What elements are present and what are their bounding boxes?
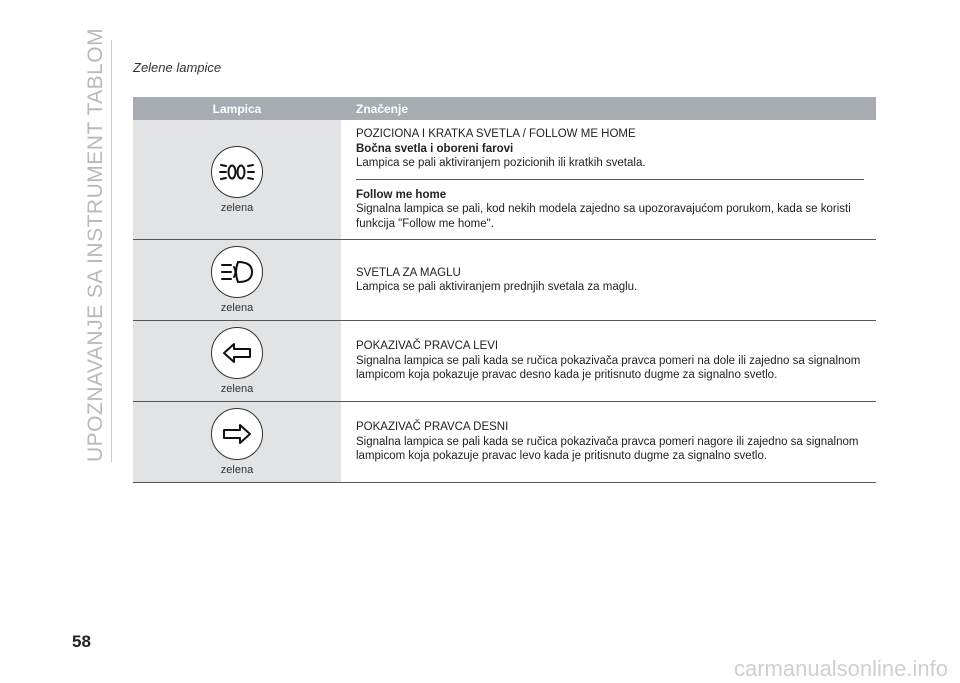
meaning-title: SVETLA ZA MAGLU <box>356 266 461 279</box>
table-header-row <box>133 97 876 120</box>
header-lampica: Lampica <box>133 97 341 120</box>
meaning-cell <box>341 240 876 321</box>
table-row <box>133 120 876 240</box>
page-number: 58 <box>72 632 91 651</box>
icon-cell <box>133 240 341 321</box>
meaning-text: Lampica se pali aktiviranjem pozicionih ili kratkih svetala. <box>356 157 646 169</box>
meaning-text: Signalna lampica se pali kada se ručica pokazivača pravca pomeri nagore ili zajedno sa signalnom lampicom koja pokazuje pravac levo kada je pritisnuto dugme za signalno svetlo. <box>356 435 859 463</box>
meaning-cell <box>341 321 876 402</box>
icon-circle <box>211 408 263 460</box>
color-label: zelena <box>220 383 254 395</box>
meaning-cell <box>341 120 876 240</box>
chapter-title: UPOZNAVANJE SA INSTRUMENT TABLOM <box>84 27 107 462</box>
side-divider <box>111 40 112 462</box>
color-label: zelena <box>220 464 254 476</box>
meaning-text: Signalna lampica se pali kada se ručica pokazivača pravca pomeri na dole ili zajedno sa signalnom lampicom koja pokazuje pravac desno kada je pritisnuto dugme za signalno svetlo. <box>356 354 861 382</box>
header-znacenje: Značenje <box>341 97 876 120</box>
icon-cell <box>133 120 341 240</box>
meaning-subtitle: Bočna svetla i oboreni farovi <box>356 142 514 155</box>
meaning-text: Signalna lampica se pali, kod nekih modela zajedno sa upozoravajućom porukom, kada se koristi funkcija "Follow me home". <box>356 203 851 230</box>
meaning-block <box>356 179 864 240</box>
meaning-block <box>356 120 864 179</box>
watermark: carmanualsonline.info <box>733 656 948 681</box>
table-row <box>133 240 876 321</box>
icon-cell <box>133 402 341 483</box>
indicator-table <box>133 97 876 483</box>
front-fog-light-icon <box>220 259 254 285</box>
right-turn-signal-icon <box>222 423 252 445</box>
section-title: Zelene lampice <box>133 60 222 75</box>
color-label: zelena <box>220 201 254 214</box>
meaning-text: Lampica se pali aktiviranjem prednjih svetala za maglu. <box>356 281 638 293</box>
meaning-title: POKAZIVAČ PRAVCA LEVI <box>356 340 499 353</box>
meaning-cell <box>341 402 876 483</box>
table-row <box>133 321 876 402</box>
table-row <box>133 402 876 483</box>
icon-circle <box>211 327 263 379</box>
icon-circle <box>211 146 263 198</box>
low-beam-lights-icon <box>219 160 255 184</box>
icon-cell <box>133 321 341 402</box>
meaning-subtitle: Follow me home <box>356 188 447 201</box>
left-turn-signal-icon <box>222 342 252 364</box>
meaning-title: POKAZIVAČ PRAVCA DESNI <box>356 421 509 434</box>
icon-circle <box>211 246 263 298</box>
color-label: zelena <box>220 302 254 314</box>
meaning-title: POZICIONA I KRATKA SVETLA / FOLLOW ME HOME <box>356 128 636 140</box>
